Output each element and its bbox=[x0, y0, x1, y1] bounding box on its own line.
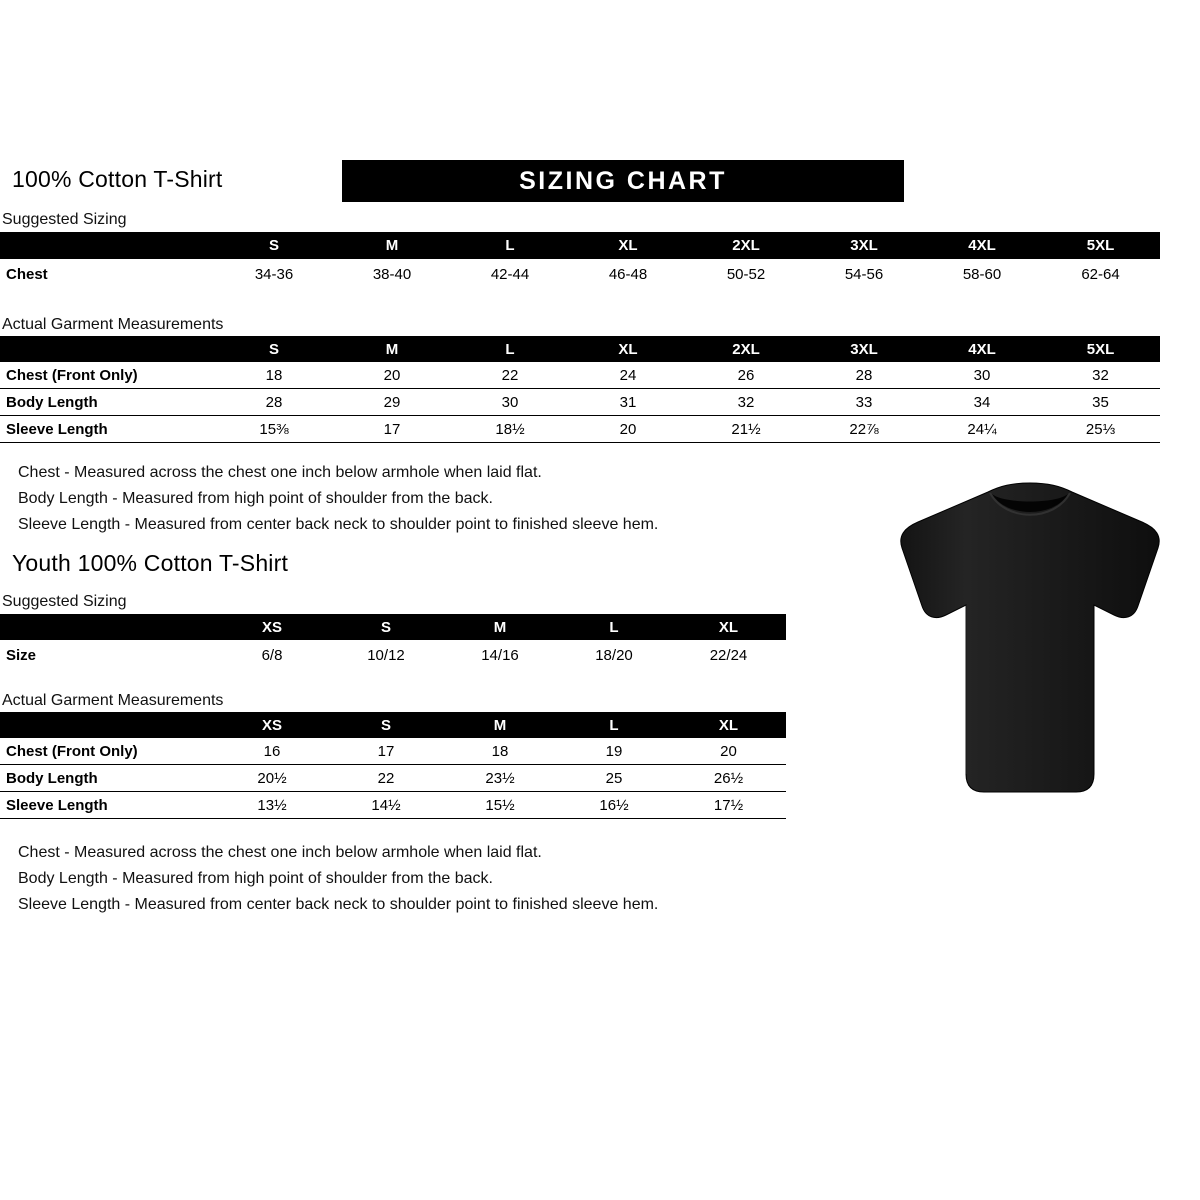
cell: 62-64 bbox=[1081, 265, 1120, 283]
col-header: 2XL bbox=[732, 237, 760, 254]
col-header: M bbox=[493, 618, 507, 636]
cell: 35 bbox=[1041, 389, 1160, 416]
youth-section-title: Youth 100% Cotton T-Shirt bbox=[12, 550, 289, 576]
cell: 15⅜ bbox=[215, 416, 333, 443]
col-header: S bbox=[380, 618, 391, 636]
cell: 42-44 bbox=[490, 265, 530, 283]
cell: 31 bbox=[569, 389, 687, 416]
col-header: XL bbox=[618, 340, 638, 358]
cell: 50-52 bbox=[726, 265, 766, 283]
col-header: L bbox=[609, 716, 619, 734]
note-body-length: Body Length - Measured from high point of shoulder from the back. bbox=[18, 490, 493, 507]
cell: 30 bbox=[923, 362, 1041, 389]
note-chest: Chest - Measured across the chest one inch below armhole when laid flat. bbox=[18, 844, 542, 861]
col-header: S bbox=[268, 237, 279, 254]
table-row bbox=[0, 259, 1160, 289]
table-row bbox=[0, 362, 1160, 389]
cell: 17½ bbox=[671, 792, 786, 819]
cell: 34-36 bbox=[254, 265, 294, 283]
col-header: XL bbox=[618, 237, 638, 254]
cell: 20½ bbox=[215, 765, 329, 792]
cell: 18 bbox=[215, 362, 333, 389]
col-header: 3XL bbox=[850, 340, 878, 358]
adult-actual-caption: Actual Garment Measurements bbox=[2, 316, 224, 333]
cell: 18½ bbox=[451, 416, 569, 443]
col-header bbox=[0, 712, 215, 738]
row-label: Chest bbox=[6, 265, 48, 283]
note-sleeve-length: Sleeve Length - Measured from center back neck to shoulder point to finished sleeve hem. bbox=[18, 516, 659, 533]
cell: 32 bbox=[1041, 362, 1160, 389]
row-label: Chest (Front Only) bbox=[0, 362, 215, 389]
youth-actual-caption: Actual Garment Measurements bbox=[2, 692, 224, 709]
adult-section-title: 100% Cotton T-Shirt bbox=[12, 166, 223, 192]
col-header: 5XL bbox=[1086, 340, 1115, 358]
cell: 17 bbox=[329, 738, 443, 765]
row-label: Size bbox=[6, 646, 37, 664]
cell: 20 bbox=[569, 416, 687, 443]
note-sleeve-length: Sleeve Length - Measured from center back neck to shoulder point to finished sleeve hem. bbox=[18, 896, 659, 913]
cell: 28 bbox=[805, 362, 923, 389]
row-label: Body Length bbox=[0, 765, 215, 792]
cell: 30 bbox=[451, 389, 569, 416]
col-header: 2XL bbox=[732, 340, 760, 358]
table-row bbox=[0, 765, 786, 792]
cell: 24¼ bbox=[923, 416, 1041, 443]
table-header-row bbox=[0, 336, 1160, 362]
cell: 23½ bbox=[443, 765, 557, 792]
col-header: 4XL bbox=[968, 237, 996, 254]
cell: 19 bbox=[557, 738, 671, 765]
adult-suggested-sizing-table bbox=[0, 232, 1160, 289]
table-header-row bbox=[0, 712, 786, 738]
cell: 32 bbox=[687, 389, 805, 416]
col-header: L bbox=[505, 340, 515, 358]
row-label: Body Length bbox=[0, 389, 215, 416]
table-header-row bbox=[0, 614, 786, 640]
cell: 24 bbox=[569, 362, 687, 389]
row-label: Sleeve Length bbox=[0, 416, 215, 443]
tshirt-illustration bbox=[880, 478, 1180, 808]
sizing-chart-banner: SIZING CHART bbox=[342, 160, 904, 202]
col-header: 4XL bbox=[968, 340, 996, 358]
cell: 17 bbox=[333, 416, 451, 443]
table-row bbox=[0, 640, 786, 670]
youth-actual-measurements-table bbox=[0, 712, 786, 819]
cell: 22/24 bbox=[709, 646, 748, 664]
col-header: XL bbox=[718, 618, 739, 636]
cell: 14½ bbox=[329, 792, 443, 819]
note-body-length: Body Length - Measured from high point of shoulder from the back. bbox=[18, 870, 493, 887]
note-chest: Chest - Measured across the chest one inch below armhole when laid flat. bbox=[18, 464, 542, 481]
cell: 25⅓ bbox=[1041, 416, 1160, 443]
cell: 22 bbox=[451, 362, 569, 389]
cell: 13½ bbox=[215, 792, 329, 819]
col-header bbox=[0, 614, 215, 640]
adult-actual-measurements-table bbox=[0, 336, 1160, 443]
cell: 33 bbox=[805, 389, 923, 416]
row-label: Sleeve Length bbox=[0, 792, 215, 819]
cell: 15½ bbox=[443, 792, 557, 819]
cell: 18/20 bbox=[595, 646, 633, 664]
cell: 20 bbox=[333, 362, 451, 389]
adult-notes bbox=[18, 460, 658, 538]
row-label: Chest (Front Only) bbox=[0, 738, 215, 765]
cell: 34 bbox=[923, 389, 1041, 416]
col-header: M bbox=[385, 340, 399, 358]
cell: 46-48 bbox=[608, 265, 648, 283]
adult-suggested-caption: Suggested Sizing bbox=[2, 211, 127, 228]
col-header: M bbox=[493, 716, 507, 734]
table-header-row bbox=[0, 232, 1160, 259]
col-header: L bbox=[609, 618, 619, 636]
cell: 29 bbox=[333, 389, 451, 416]
cell: 22⅞ bbox=[805, 416, 923, 443]
cell: 22 bbox=[329, 765, 443, 792]
col-header: S bbox=[268, 340, 279, 358]
col-header: L bbox=[505, 237, 515, 254]
table-row bbox=[0, 792, 786, 819]
col-header: S bbox=[380, 716, 391, 734]
cell: 10/12 bbox=[367, 646, 405, 664]
cell: 38-40 bbox=[372, 265, 412, 283]
col-header: M bbox=[385, 237, 399, 254]
cell: 54-56 bbox=[844, 265, 884, 283]
cell: 26 bbox=[687, 362, 805, 389]
col-header: 3XL bbox=[850, 237, 878, 254]
col-header bbox=[0, 336, 215, 362]
col-header: XL bbox=[718, 716, 739, 734]
col-header: 5XL bbox=[1086, 237, 1115, 254]
cell: 14/16 bbox=[481, 646, 519, 664]
table-row bbox=[0, 738, 786, 765]
cell: 16½ bbox=[557, 792, 671, 819]
col-header bbox=[0, 232, 215, 259]
table-row bbox=[0, 416, 1160, 443]
col-header: XS bbox=[261, 618, 282, 636]
youth-notes bbox=[18, 840, 658, 918]
cell: 6/8 bbox=[261, 646, 283, 664]
cell: 58-60 bbox=[962, 265, 1002, 283]
cell: 16 bbox=[215, 738, 329, 765]
cell: 26½ bbox=[671, 765, 786, 792]
youth-suggested-caption: Suggested Sizing bbox=[2, 593, 127, 610]
cell: 18 bbox=[443, 738, 557, 765]
table-row bbox=[0, 389, 1160, 416]
cell: 20 bbox=[671, 738, 786, 765]
cell: 28 bbox=[215, 389, 333, 416]
cell: 21½ bbox=[687, 416, 805, 443]
cell: 25 bbox=[557, 765, 671, 792]
youth-suggested-sizing-table bbox=[0, 614, 786, 670]
col-header: XS bbox=[261, 716, 282, 734]
